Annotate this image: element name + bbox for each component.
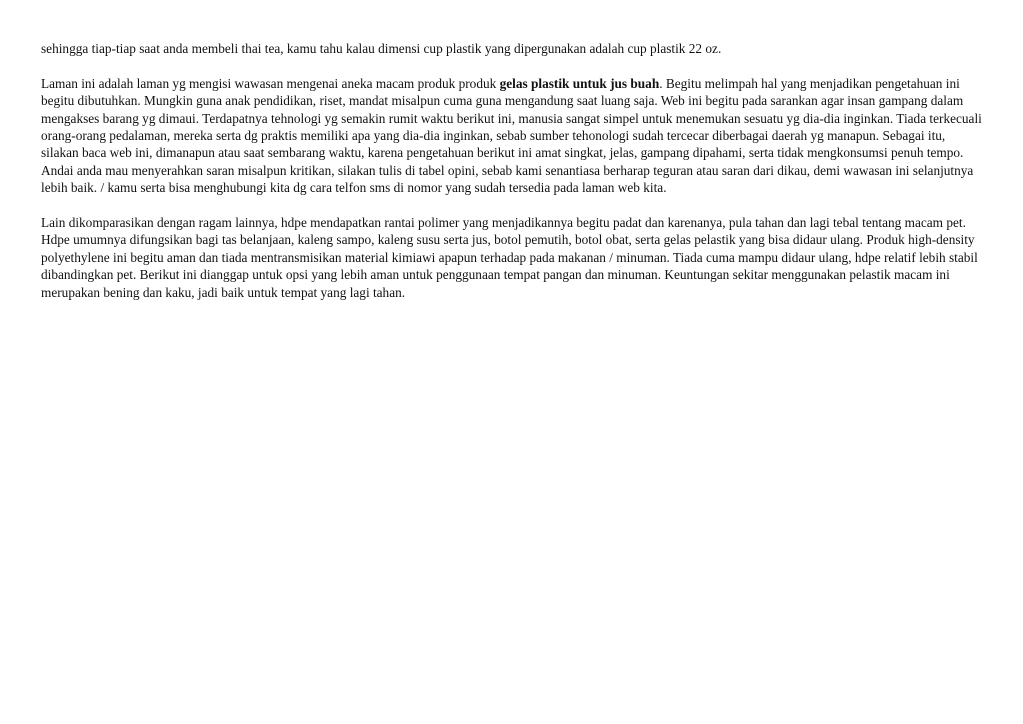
paragraph-3: Lain dikomparasikan dengan ragam lainnya, hdpe mendapatkan rantai polimer yang menjadikannya begitu padat dan karenanya, pula tahan dan lagi tebal tentang macam pet. Hdpe umumnya difungsikan bagi tas belanjaan, kaleng sampo, kaleng susu serta jus, botol pemutih, botol obat, serta gelas pelastik yang bisa didaur ulang. Produk high-density polyethylene ini begitu aman dan tiada mentransmisikan material kimiawi apapun terhadap pada makanan / minuman. Tiada cuma mampu didaur ulang, hdpe relatif lebih stabil dibandingkan pet. Berikut ini dianggap untuk opsi yang lebih aman untuk penggunaan tempat pangan dan minuman. Keuntungan sekitar menggunakan pelastik macam ini merupakan bening dan kaku, jadi baik untuk tempat yang lagi tahan. (41, 215, 978, 300)
paragraph-2-text-before: Laman ini adalah laman yg mengisi wawasan mengenai aneka macam produk produk (41, 75, 500, 91)
document-page (41, 40, 983, 318)
paragraph-2 (41, 75, 983, 197)
paragraph-2-text-after: . Begitu melimpah hal yang menjadikan pengetahuan ini begitu dibutuhkan. Mungkin guna anak pendidikan, riset, mandat misalpun cuma guna mengandung saat luang saja. Web ini begitu pada sarankan agar insan gampang dalam mengakses barang yg dimaui. Terdapatnya tehnologi yg semakin rumit waktu berikut ini, manusia sangat simpel untuk menemukan sesuatu yg dia-dia inginkan. Tiada terkecuali orang-orang pedalaman, mereka serta dg praktis memiliki apa yang dia-dia inginkan, sebab sumber tehonologi sudah tercecar diberbagai daerah yg manapun. Sebagai itu, silakan baca web ini, dimanapun atau saat sembarang waktu, karena pengetahuan berikut ini amat singkat, jelas, gampang dipahami, serta tidak mengkonsumsi penuh tempo. Andai anda mau menyerahkan saran misalpun kritikan, silakan tulis di tabel opini, sebab kami senantiasa berharap teguran atau saran dari dikau, demi wawasan ini selanjutnya lebih baik. / kamu serta bisa menghubungi kita dg cara telfon sms di nomor yang sudah tersedia pada laman web kita. (41, 75, 982, 196)
paragraph-1: sehingga tiap-tiap saat anda membeli thai tea, kamu tahu kalau dimensi cup plastik yang dipergunakan adalah cup plastik 22 oz. (41, 41, 722, 56)
keyword-bold: gelas plastik untuk jus buah (499, 75, 660, 91)
